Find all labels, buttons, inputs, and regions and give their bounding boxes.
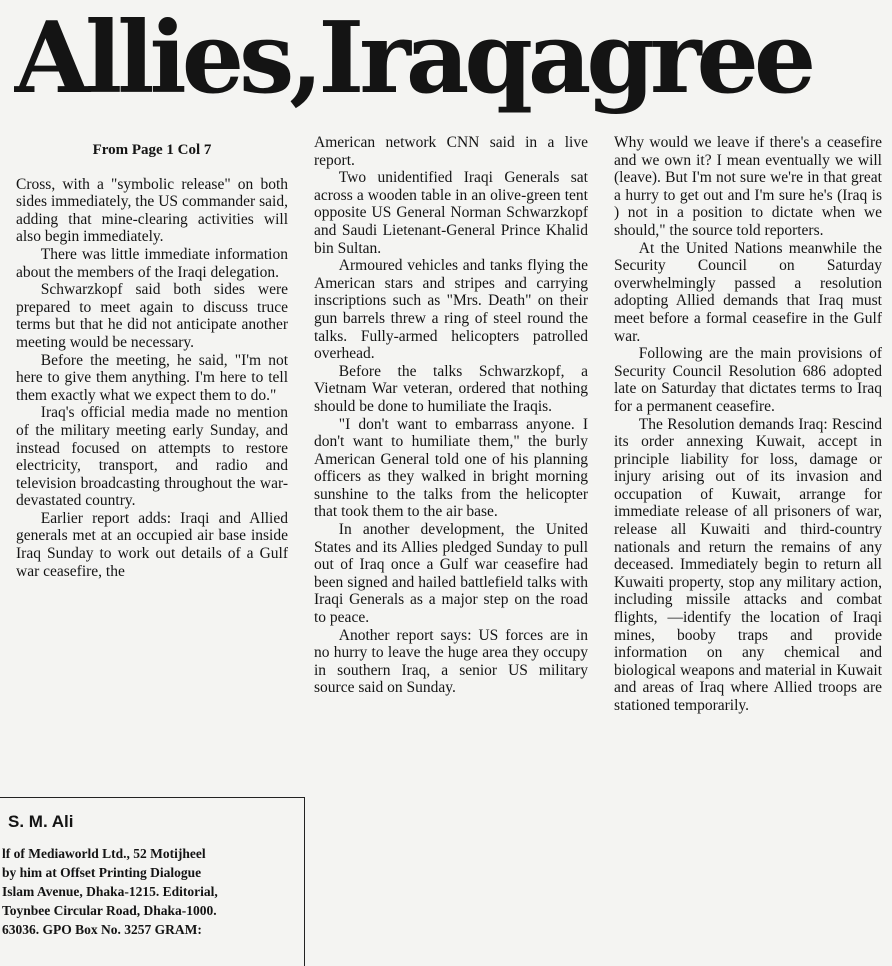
paragraph: There was little immediate information about the members of the Iraqi delegation. — [16, 245, 288, 281]
imprint-line: 63036. GPO Box No. 3257 GRAM: — [2, 922, 202, 937]
paragraph: In another development, the United States and its Allies pledged Sunday to pull out of Iraq once a Gulf war ceasefire had been signed and hailed battlefield talks with Iraqi Generals as a major step on the road to peace. — [314, 521, 588, 627]
paragraph: The Resolution demands Iraq: Rescind its order annexing Kuwait, accept in principle liability for loss, damage or injury arising out of its invasion and occupation of Kuwait, arrange for immediate release of all prisoners of war, release all Kuwaiti and third-country nationals and return the remains of any deceased. Immediately begin to return all Kuwaiti property, stop any military action, including missile attacks and combat flights, —identify the location of Iraqi mines, booby traps and provide information on any chemical and biological weapons and material in Kuwait and areas of Iraq where Allied troops are stationed temporarily. — [614, 415, 882, 714]
imprint-side-rule — [304, 798, 305, 966]
editor-name: S. M. Ali — [8, 812, 74, 831]
imprint-top-rule — [0, 797, 305, 798]
imprint-line: Islam Avenue, Dhaka-1215. Editorial, — [2, 884, 218, 899]
paragraph: Two unidentified Iraqi Generals sat across a wooden table in an olive-green tent opposite US General Norman Schwarzkopf and Saudi Lietenant-General Prince Khalid bin Sultan. — [314, 169, 588, 257]
paragraph: "I don't want to embarrass anyone. I don't want to humiliate them," the burly American General told one of his planning officers as they walked in bright morning sunshine to the talks from the helicopter that took them to the air base. — [314, 415, 588, 521]
headline: Allies,Iraqagree — [14, 1, 812, 116]
paragraph: At the United Nations meanwhile the Security Council on Saturday overwhelmingly passed a resolution adopting Allied demands that Iraq must meet before a formal ceasefire in the Gulf war. — [614, 239, 882, 345]
paragraph: American network CNN said in a live report. — [314, 134, 588, 169]
jump-line: From Page 1 Col 7 — [92, 142, 212, 158]
paragraph: Schwarzkopf said both sides were prepared to meet again to discuss truce terms but that he did not anticipate another meeting would be necessary. — [16, 281, 288, 351]
paragraph: Armoured vehicles and tanks flying the American stars and stripes and carrying inscriptions such as "Mrs. Death" on their gun barrels threw a ring of steel round the talks. Fully-armed helicopters patrolled overhead. — [314, 257, 588, 363]
paragraph: Following are the main provisions of Security Council Resolution 686 adopted late on Saturday that dictates terms to Iraq for a permanent ceasefire. — [614, 345, 882, 415]
paragraph: Before the meeting, he said, "I'm not here to give them anything. I'm here to tell them exactly what we expect them to do." — [16, 351, 288, 404]
paragraph: Cross, with a "symbolic release" on both sides immediately, the US commander said, adding that mine-clearing activities will also begin immediately. — [16, 175, 288, 246]
imprint-line: by him at Offset Printing Dialogue — [2, 865, 202, 880]
imprint-line: lf of Mediaworld Ltd., 52 Motijheel — [2, 846, 206, 861]
article-column-2 — [314, 134, 588, 954]
imprint-box — [0, 808, 300, 966]
article-column-1 — [16, 134, 288, 794]
article-column-3 — [614, 134, 882, 954]
paragraph: Earlier report adds: Iraqi and Allied generals met at an occupied air base inside Iraq Sunday to work out details of a Gulf war ceasefire, the — [16, 509, 288, 580]
paragraph: Another report says: US forces are in no hurry to leave the huge area they occupy in southern Iraq, a senior US military source said on Sunday. — [314, 626, 588, 697]
imprint-line: Toynbee Circular Road, Dhaka-1000. — [2, 903, 217, 918]
paragraph: Before the talks Schwarzkopf, a Vietnam War veteran, ordered that nothing should be done to humiliate the Iraqis. — [314, 362, 588, 415]
paragraph: Why would we leave if there's a ceasefire and we own it? I mean eventually we will (leave). But I'm not sure we're in that great a hurry to get out and I'm sure he's (Iraq is ) not in a position to dictate when we should," the source told reporters. — [614, 134, 882, 239]
paragraph: Iraq's official media made no mention of the military meeting early Sunday, and instead focused on attempts to restore electricity, transport, and radio and television broadcasting throughout the war-devastated country. — [16, 404, 288, 510]
